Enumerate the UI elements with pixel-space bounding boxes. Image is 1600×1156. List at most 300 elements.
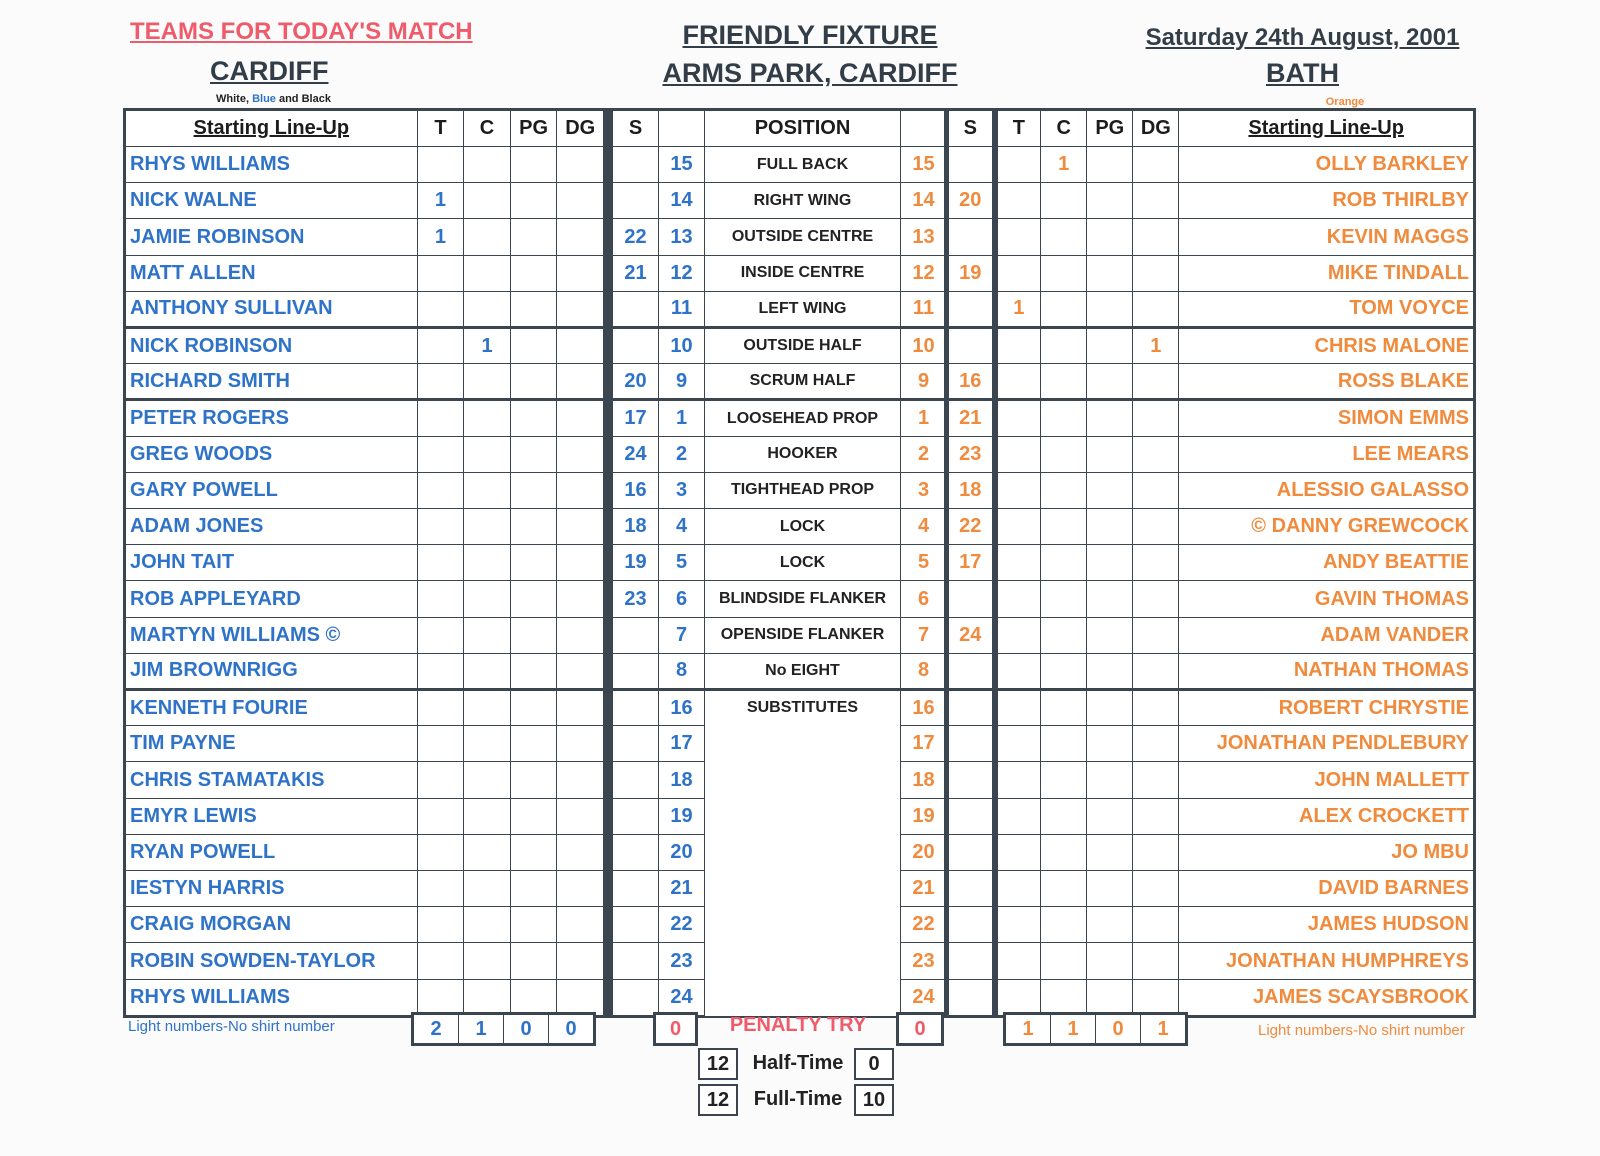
home-tries — [417, 653, 464, 689]
home-penalty-goals — [510, 147, 557, 183]
away-drop-goals — [1133, 400, 1179, 436]
home-player-name: ADAM JONES — [126, 509, 418, 545]
home-substitute-number: 18 — [613, 509, 659, 545]
away-penalty-goals — [1087, 726, 1133, 762]
home-conversions — [464, 762, 511, 798]
position-row — [613, 798, 947, 834]
home-drop-goals — [557, 328, 604, 364]
away-player-row — [949, 400, 1474, 436]
away-penalty-goals — [1087, 291, 1133, 327]
home-conversions — [464, 183, 511, 219]
home-player-name: ANTHONY SULLIVAN — [126, 291, 418, 327]
home-player-row — [126, 328, 604, 364]
away-note: Light numbers-No shirt number — [1258, 1022, 1465, 1039]
home-c-header: C — [464, 111, 511, 147]
away-drop-goals — [1133, 545, 1179, 581]
home-tries — [417, 328, 464, 364]
home-player-name: JOHN TAIT — [126, 545, 418, 581]
home-player-row — [126, 472, 604, 508]
home-drop-goals — [557, 364, 604, 400]
away-conversions — [1041, 219, 1087, 255]
home-player-name: PETER ROGERS — [126, 400, 418, 436]
away-player-row — [949, 328, 1474, 364]
home-tries — [417, 690, 464, 726]
away-substitute-number — [949, 979, 995, 1015]
away-drop-goals — [1133, 690, 1179, 726]
away-player-name: DAVID BARNES — [1179, 871, 1474, 907]
away-penalty-goals — [1087, 183, 1133, 219]
full-time-label: Full-Time — [753, 1088, 843, 1110]
home-drop-goals — [557, 653, 604, 689]
away-total-pg: 0 — [1096, 1015, 1141, 1044]
position-name — [705, 943, 901, 979]
home-s-header: S — [613, 111, 659, 147]
home-player-name: CHRIS STAMATAKIS — [126, 762, 418, 798]
away-player-row — [949, 509, 1474, 545]
penalty-try-label: PENALTY TRY — [729, 1014, 867, 1036]
match-date: Saturday 24th August, 2001 — [1145, 24, 1460, 51]
position-row — [613, 472, 947, 508]
home-tries — [417, 255, 464, 291]
position-name: TIGHTHEAD PROP — [705, 472, 901, 508]
away-player-row — [949, 581, 1474, 617]
away-conversions — [1041, 617, 1087, 653]
teams-title: TEAMS FOR TODAY'S MATCH — [130, 18, 473, 45]
home-drop-goals — [557, 907, 604, 943]
away-penalty-goals — [1087, 509, 1133, 545]
away-conversions — [1041, 798, 1087, 834]
away-player-name: ROB THIRLBY — [1179, 183, 1474, 219]
position-row — [613, 762, 947, 798]
away-player-row — [949, 690, 1474, 726]
away-player-name: ANDY BEATTIE — [1179, 545, 1474, 581]
home-total-pg: 0 — [504, 1015, 549, 1044]
home-substitute-number — [613, 617, 659, 653]
home-conversions — [464, 545, 511, 581]
away-penalty-goals — [1087, 907, 1133, 943]
away-drop-goals — [1133, 364, 1179, 400]
away-player-row — [949, 183, 1474, 219]
away-drop-goals — [1133, 581, 1179, 617]
home-tries — [417, 871, 464, 907]
home-penalty-goals — [510, 328, 557, 364]
home-drop-goals — [557, 979, 604, 1015]
home-lineup-header: Starting Line-Up — [126, 111, 418, 147]
away-player-name: JAMES HUDSON — [1179, 907, 1474, 943]
home-shirt-number: 14 — [659, 183, 705, 219]
away-substitute-number: 16 — [949, 364, 995, 400]
home-conversions — [464, 291, 511, 327]
home-player-row — [126, 255, 604, 291]
away-lineup-header: Starting Line-Up — [1179, 111, 1474, 147]
home-conversions — [464, 364, 511, 400]
away-s-header: S — [949, 111, 995, 147]
home-penalty-goals — [510, 255, 557, 291]
home-penalty-goals — [510, 545, 557, 581]
position-row — [613, 400, 947, 436]
home-shirt-number: 13 — [659, 219, 705, 255]
away-tries — [995, 219, 1041, 255]
away-penalty-goals — [1087, 834, 1133, 870]
home-conversions — [464, 147, 511, 183]
away-player-row — [949, 979, 1474, 1015]
away-substitute-number — [949, 219, 995, 255]
home-player-row — [126, 147, 604, 183]
home-player-name: ROB APPLEYARD — [126, 581, 418, 617]
home-lineup-grid — [123, 108, 606, 1018]
half-time-home-score: 12 — [698, 1048, 738, 1080]
away-substitute-number — [949, 834, 995, 870]
away-shirt-number: 23 — [901, 943, 947, 979]
away-penalty-goals — [1087, 871, 1133, 907]
home-player-name: KENNETH FOURIE — [126, 690, 418, 726]
full-time-away-score: 10 — [854, 1084, 894, 1116]
away-player-row — [949, 798, 1474, 834]
position-row — [613, 871, 947, 907]
away-substitute-number — [949, 147, 995, 183]
away-drop-goals — [1133, 291, 1179, 327]
away-tries — [995, 436, 1041, 472]
position-row — [613, 907, 947, 943]
home-penalty-goals — [510, 943, 557, 979]
away-conversions — [1041, 871, 1087, 907]
position-name: LOOSEHEAD PROP — [705, 400, 901, 436]
away-shirt-number: 10 — [901, 328, 947, 364]
home-conversions — [464, 979, 511, 1015]
home-substitute-number — [613, 147, 659, 183]
away-drop-goals — [1133, 653, 1179, 689]
home-tries — [417, 762, 464, 798]
away-substitute-number — [949, 291, 995, 327]
away-tries — [995, 364, 1041, 400]
position-row — [613, 436, 947, 472]
away-shirt-number: 24 — [901, 979, 947, 1015]
home-substitute-number — [613, 871, 659, 907]
home-substitute-number — [613, 834, 659, 870]
home-conversions — [464, 653, 511, 689]
away-shirt-number: 13 — [901, 219, 947, 255]
home-player-row — [126, 690, 604, 726]
away-penalty-try: 0 — [899, 1015, 942, 1044]
home-penalty-goals — [510, 979, 557, 1015]
away-tries — [995, 798, 1041, 834]
home-conversions — [464, 690, 511, 726]
position-name: BLINDSIDE FLANKER — [705, 581, 901, 617]
away-shirt-number: 2 — [901, 436, 947, 472]
home-penalty-goals — [510, 907, 557, 943]
away-player-row — [949, 762, 1474, 798]
position-name: OUTSIDE HALF — [705, 328, 901, 364]
home-drop-goals — [557, 147, 604, 183]
away-tries — [995, 871, 1041, 907]
home-player-name: IESTYN HARRIS — [126, 871, 418, 907]
position-name: No EIGHT — [705, 653, 901, 689]
home-penalty-goals — [510, 617, 557, 653]
position-name — [705, 762, 901, 798]
away-shirt-number: 18 — [901, 762, 947, 798]
away-shirt-number: 14 — [901, 183, 947, 219]
away-tries — [995, 400, 1041, 436]
away-substitute-number: 20 — [949, 183, 995, 219]
home-conversions — [464, 509, 511, 545]
home-tries — [417, 798, 464, 834]
home-substitute-number: 24 — [613, 436, 659, 472]
away-shirt-number: 15 — [901, 147, 947, 183]
home-player-name: NICK WALNE — [126, 183, 418, 219]
away-conversions — [1041, 943, 1087, 979]
away-player-row — [949, 617, 1474, 653]
away-conversions — [1041, 762, 1087, 798]
away-conversions — [1041, 690, 1087, 726]
home-shirt-number: 8 — [659, 653, 705, 689]
home-shirt-number: 15 — [659, 147, 705, 183]
away-shirt-number: 5 — [901, 545, 947, 581]
home-tries — [417, 726, 464, 762]
home-player-name: TIM PAYNE — [126, 726, 418, 762]
home-drop-goals — [557, 617, 604, 653]
half-time-label: Half-Time — [752, 1052, 844, 1074]
away-drop-goals — [1133, 979, 1179, 1015]
away-t-header: T — [995, 111, 1041, 147]
away-player-name: ROSS BLAKE — [1179, 364, 1474, 400]
away-conversions — [1041, 400, 1087, 436]
home-player-name: MARTYN WILLIAMS © — [126, 617, 418, 653]
away-player-name: OLLY BARKLEY — [1179, 147, 1474, 183]
away-shirt-number: 17 — [901, 726, 947, 762]
away-substitute-number: 23 — [949, 436, 995, 472]
home-player-row — [126, 943, 604, 979]
away-tries — [995, 907, 1041, 943]
home-team-colours — [216, 93, 331, 105]
away-conversions — [1041, 436, 1087, 472]
home-substitute-number: 19 — [613, 545, 659, 581]
home-player-name: CRAIG MORGAN — [126, 907, 418, 943]
away-total-dg: 1 — [1141, 1015, 1186, 1044]
away-player-name: JONATHAN PENDLEBURY — [1179, 726, 1474, 762]
away-substitute-number — [949, 653, 995, 689]
position-name: INSIDE CENTRE — [705, 255, 901, 291]
home-substitute-number — [613, 762, 659, 798]
away-tries — [995, 726, 1041, 762]
home-player-name: RICHARD SMITH — [126, 364, 418, 400]
away-lineup-grid — [946, 108, 1476, 1018]
home-drop-goals — [557, 545, 604, 581]
position-row — [613, 291, 947, 327]
away-shirt-number: 12 — [901, 255, 947, 291]
away-player-name: JOHN MALLETT — [1179, 762, 1474, 798]
home-shirt-number: 10 — [659, 328, 705, 364]
home-substitute-number — [613, 183, 659, 219]
home-penalty-goals — [510, 581, 557, 617]
away-player-row — [949, 436, 1474, 472]
away-player-name: ALESSIO GALASSO — [1179, 472, 1474, 508]
home-penalty-goals — [510, 690, 557, 726]
home-penalty-goals — [510, 871, 557, 907]
home-penalty-goals — [510, 762, 557, 798]
away-total-t: 1 — [1006, 1015, 1051, 1044]
away-player-name: © DANNY GREWCOCK — [1179, 509, 1474, 545]
away-substitute-number — [949, 798, 995, 834]
home-conversions — [464, 726, 511, 762]
away-penalty-goals — [1087, 400, 1133, 436]
away-tries — [995, 328, 1041, 364]
away-player-name: JAMES SCAYSBROOK — [1179, 979, 1474, 1015]
home-drop-goals — [557, 219, 604, 255]
home-shirt-number: 18 — [659, 762, 705, 798]
away-team-name: BATH — [1266, 58, 1339, 88]
home-player-row — [126, 834, 604, 870]
home-team-name: CARDIFF — [210, 56, 329, 86]
away-penalty-goals — [1087, 545, 1133, 581]
home-player-name: GARY POWELL — [126, 472, 418, 508]
home-player-name: RHYS WILLIAMS — [126, 147, 418, 183]
away-tries — [995, 545, 1041, 581]
away-player-row — [949, 871, 1474, 907]
home-shirt-number: 9 — [659, 364, 705, 400]
home-shirt-number: 6 — [659, 581, 705, 617]
away-substitute-number — [949, 690, 995, 726]
fixture-type: FRIENDLY FIXTURE — [682, 20, 938, 50]
away-drop-goals — [1133, 219, 1179, 255]
home-tries — [417, 509, 464, 545]
away-conversions — [1041, 364, 1087, 400]
venue: ARMS PARK, CARDIFF — [662, 58, 958, 88]
away-penalty-goals — [1087, 979, 1133, 1015]
position-name — [705, 834, 901, 870]
position-row — [613, 364, 947, 400]
home-shirt-number: 7 — [659, 617, 705, 653]
home-player-row — [126, 291, 604, 327]
home-conversions — [464, 255, 511, 291]
away-substitute-number: 18 — [949, 472, 995, 508]
away-player-row — [949, 255, 1474, 291]
position-name: LEFT WING — [705, 291, 901, 327]
away-tries — [995, 690, 1041, 726]
away-substitute-number: 24 — [949, 617, 995, 653]
away-conversions — [1041, 653, 1087, 689]
home-tries: 1 — [417, 219, 464, 255]
away-drop-goals — [1133, 147, 1179, 183]
home-tries — [417, 545, 464, 581]
away-conversions: 1 — [1041, 147, 1087, 183]
away-penalty-goals — [1087, 617, 1133, 653]
away-shirt-number: 11 — [901, 291, 947, 327]
position-row — [613, 581, 947, 617]
away-substitute-number — [949, 907, 995, 943]
home-shirt-number: 4 — [659, 509, 705, 545]
half-time-away-score: 0 — [854, 1048, 894, 1080]
away-penalty-goals — [1087, 472, 1133, 508]
home-shirt-number: 2 — [659, 436, 705, 472]
away-substitute-number — [949, 726, 995, 762]
away-tries — [995, 762, 1041, 798]
away-total-c: 1 — [1051, 1015, 1096, 1044]
position-row — [613, 183, 947, 219]
away-player-row — [949, 364, 1474, 400]
home-drop-goals — [557, 436, 604, 472]
away-shirt-number: 20 — [901, 834, 947, 870]
away-tries — [995, 943, 1041, 979]
home-substitute-number: 21 — [613, 255, 659, 291]
home-conversions — [464, 472, 511, 508]
away-conversions — [1041, 291, 1087, 327]
away-drop-goals — [1133, 183, 1179, 219]
home-penalty-goals — [510, 834, 557, 870]
away-penalty-box — [896, 1012, 944, 1046]
home-substitute-number — [613, 798, 659, 834]
away-tries — [995, 617, 1041, 653]
home-conversions — [464, 943, 511, 979]
home-shirt-number: 22 — [659, 907, 705, 943]
position-name — [705, 871, 901, 907]
away-tries — [995, 147, 1041, 183]
home-player-row — [126, 798, 604, 834]
away-drop-goals: 1 — [1133, 328, 1179, 364]
away-conversions — [1041, 907, 1087, 943]
away-penalty-goals — [1087, 255, 1133, 291]
home-conversions — [464, 871, 511, 907]
home-conversions — [464, 617, 511, 653]
home-substitute-number — [613, 943, 659, 979]
home-conversions — [464, 834, 511, 870]
away-drop-goals — [1133, 255, 1179, 291]
home-drop-goals — [557, 472, 604, 508]
home-player-name: GREG WOODS — [126, 436, 418, 472]
away-substitute-number — [949, 328, 995, 364]
home-player-row — [126, 400, 604, 436]
home-substitute-number — [613, 690, 659, 726]
home-conversions — [464, 581, 511, 617]
home-totals — [411, 1012, 596, 1046]
away-player-name: CHRIS MALONE — [1179, 328, 1474, 364]
away-player-row — [949, 726, 1474, 762]
home-substitute-number — [613, 291, 659, 327]
home-drop-goals — [557, 726, 604, 762]
home-penalty-goals — [510, 364, 557, 400]
home-drop-goals — [557, 943, 604, 979]
home-substitute-number: 23 — [613, 581, 659, 617]
home-substitute-number: 22 — [613, 219, 659, 255]
away-shirt-number: 7 — [901, 617, 947, 653]
away-conversions — [1041, 726, 1087, 762]
home-tries — [417, 472, 464, 508]
home-shirt-number: 11 — [659, 291, 705, 327]
away-penalty-goals — [1087, 436, 1133, 472]
home-penalty-try: 0 — [656, 1015, 696, 1044]
away-drop-goals — [1133, 871, 1179, 907]
away-number-header — [901, 111, 947, 147]
away-player-name: ALEX CROCKETT — [1179, 798, 1474, 834]
away-player-row — [949, 472, 1474, 508]
away-substitute-number: 17 — [949, 545, 995, 581]
position-row — [613, 726, 947, 762]
away-drop-goals — [1133, 617, 1179, 653]
away-conversions — [1041, 328, 1087, 364]
away-conversions — [1041, 183, 1087, 219]
away-penalty-goals — [1087, 581, 1133, 617]
position-header: POSITION — [705, 111, 901, 147]
home-penalty-goals — [510, 653, 557, 689]
home-player-row — [126, 219, 604, 255]
home-player-name: MATT ALLEN — [126, 255, 418, 291]
home-shirt-number: 21 — [659, 871, 705, 907]
away-tries — [995, 255, 1041, 291]
position-row — [613, 545, 947, 581]
position-name: SUBSTITUTES — [705, 690, 901, 726]
position-name: HOOKER — [705, 436, 901, 472]
away-substitute-number — [949, 943, 995, 979]
home-player-row — [126, 726, 604, 762]
